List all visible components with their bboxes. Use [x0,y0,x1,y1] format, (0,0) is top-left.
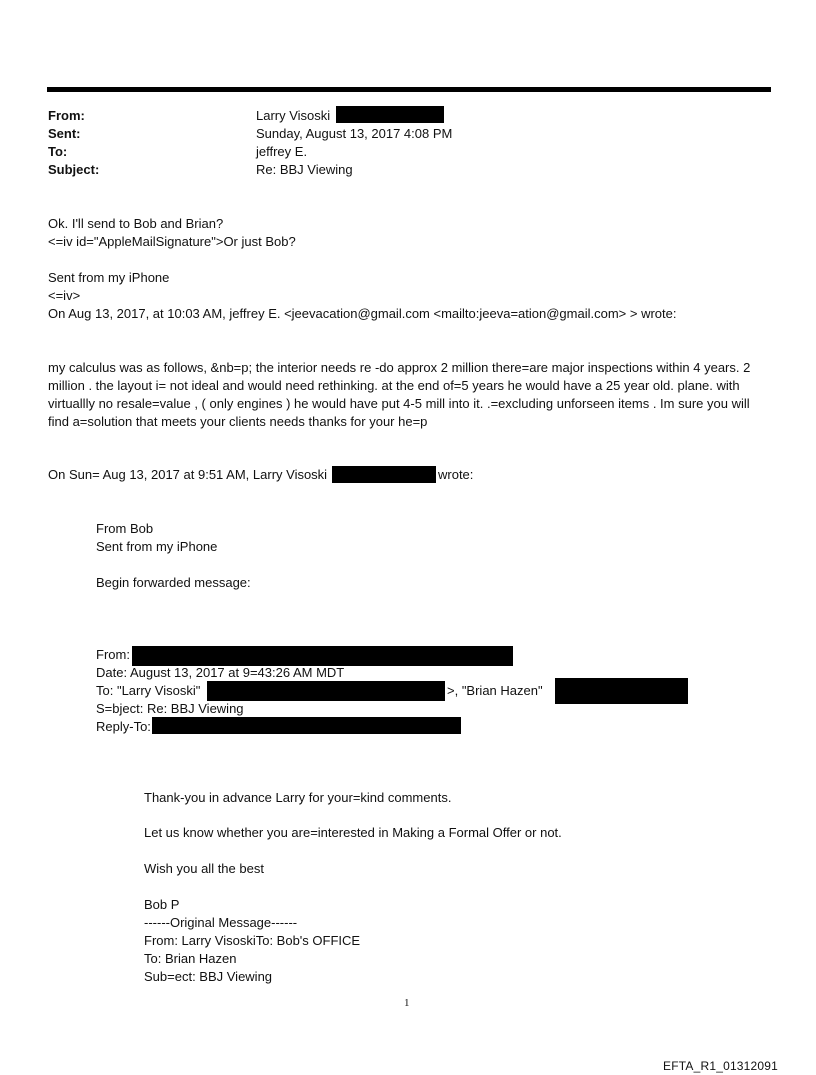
redaction-box [152,717,461,734]
forward-sent-from-iphone: Sent from my iPhone [96,539,218,554]
original-message-divider: ------Original Message------ [144,915,298,930]
forward-subject-line: S=bject: Re: BBJ Viewing [96,701,244,716]
forward-date-line: Date: August 13, 2017 at 9=43:26 AM MDT [96,665,345,680]
page-number: 1 [404,997,410,1009]
header-from-value: Larry Visoski [256,108,331,123]
thanks-line: Thank-you in advance Larry for your=kind comments. [144,790,452,805]
original-subject-line: Sub=ect: BBJ Viewing [144,969,273,984]
header-sent-value: Sunday, August 13, 2017 4:08 PM [256,126,453,141]
redaction-box [207,681,445,701]
header-subject-value: Re: BBJ Viewing [256,162,353,177]
sent-from-iphone: Sent from my iPhone [48,270,170,285]
forward-reply-to-label: Reply-To: [96,719,151,734]
header-to-label: To: [48,144,68,159]
iv-tag: <=iv> [48,288,81,303]
header-rule [47,87,771,92]
original-from-line: From: Larry VisoskiTo: Bob's OFFICE [144,933,361,948]
forward-to-middle: >, "Brian Hazen" [447,683,543,698]
calculus-paragraph: my calculus was as follows, &nb=p; the interior needs re -do approx 2 million there=are major inspections within 4 years. 2 million . the layout i= not ideal and would need rethinking. at the end of=5 years he would have a 25 year old. plane. with virtuallly no resale=value , ( only engines ) he would have put 4-5 mill into it. .=excluding unforseen items . Im sure you will find a=solution that meets your clients needs thanks for your he=p [48,360,751,429]
wish-line: Wish you all the best [144,861,264,876]
on-aug-wrote-line: On Aug 13, 2017, at 10:03 AM, jeffrey E. <jeevacation@gmail.com <mailto:jeeva=ation@gmail.com> > wrote: [48,306,677,321]
header-sent-label: Sent: [48,126,81,141]
signature-line: Bob P [144,897,180,912]
reply-line-2: <=iv id="AppleMailSignature">Or just Bob? [48,234,296,249]
header-from-label: From: [48,108,85,123]
redaction-box [332,466,436,483]
forward-to-prefix: To: "Larry Visoski" [96,683,201,698]
from-bob-line: From Bob [96,521,154,536]
header-to-value: jeffrey E. [256,144,308,159]
forward-from-label: From: [96,647,130,662]
redaction-box [555,678,688,704]
on-sun-wrote-suffix: wrote: [438,467,474,482]
redaction-box [132,646,513,666]
begin-forwarded-message: Begin forwarded message: [96,575,251,590]
original-to-line: To: Brian Hazen [144,951,237,966]
document-id-footer: EFTA_R1_01312091 [663,1059,779,1073]
header-subject-label: Subject: [48,162,100,177]
reply-line-1: Ok. I'll send to Bob and Brian? [48,216,224,231]
on-sun-wrote-prefix: On Sun= Aug 13, 2017 at 9:51 AM, Larry Visoski [48,467,328,482]
let-us-know-line: Let us know whether you are=interested in Making a Formal Offer or not. [144,825,562,840]
redaction-box [336,106,444,123]
